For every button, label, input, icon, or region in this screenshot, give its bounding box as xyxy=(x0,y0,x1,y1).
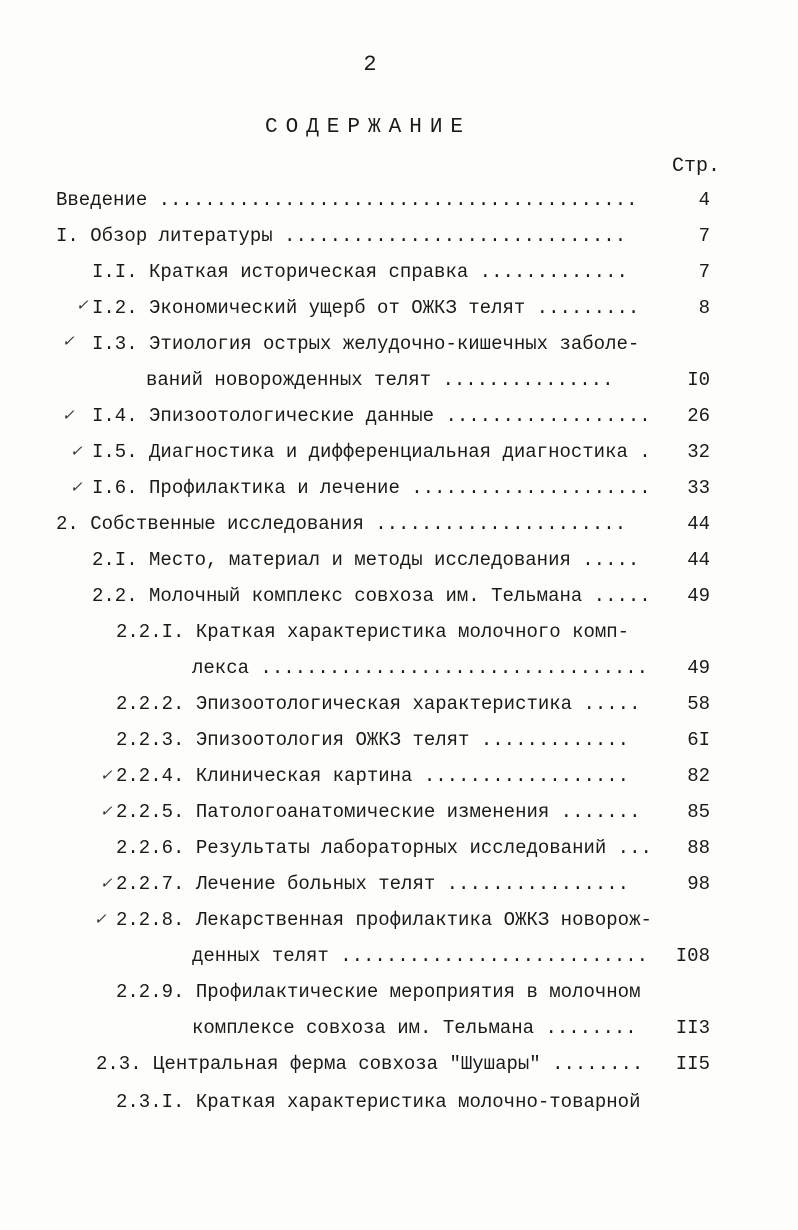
toc-page: 49 xyxy=(687,585,710,607)
toc-entry: 2.2. Молочный комплекс совхоза им. Тельмана ..... xyxy=(92,585,651,607)
toc-page: 6I xyxy=(687,729,710,751)
toc-page: 44 xyxy=(687,513,710,535)
toc-page: 58 xyxy=(687,693,710,715)
toc-page: 4 xyxy=(698,189,710,211)
toc-entry: 2.2.2. Эпизоотологическая характеристика ..... xyxy=(116,693,641,715)
toc-page: 82 xyxy=(687,765,710,787)
toc-entry: 2.3. Центральная ферма совхоза "Шушары" ........ xyxy=(96,1053,644,1075)
toc-page: 85 xyxy=(687,801,710,823)
toc-entry: 2.I. Место, материал и методы исследования ..... xyxy=(92,549,640,571)
toc-entry: лекса .................................. xyxy=(192,657,649,679)
toc-page: 33 xyxy=(687,477,710,499)
toc-entry: 2.2.4. Клиническая картина .................. xyxy=(116,765,630,787)
toc-entry: ваний новорожденных телят ............... xyxy=(146,369,614,391)
toc-page: 26 xyxy=(687,405,710,427)
toc-entry: I.3. Этиология острых желудочно-кишечных заболе- xyxy=(92,333,640,355)
toc-entry: 2.2.5. Патологоанатомические изменения ....... xyxy=(116,801,641,823)
page-number: 2 xyxy=(363,52,377,77)
toc-entry: 2.2.8. Лекарственная профилактика ОЖКЗ новорож- xyxy=(116,909,652,931)
margin-checkmark-icon: ✓ xyxy=(100,766,113,784)
margin-checkmark-icon: ✓ xyxy=(94,910,107,928)
toc-entry: 2.2.I. Краткая характеристика молочного комп- xyxy=(116,621,630,643)
toc-entry: 2.3.I. Краткая характеристика молочно-товарной xyxy=(116,1091,641,1113)
page-column-label: Стр. xyxy=(672,155,721,178)
toc-page: 8 xyxy=(698,297,710,319)
margin-checkmark-icon: ✓ xyxy=(100,802,113,820)
margin-checkmark-icon: ✓ xyxy=(70,442,83,460)
toc-page: I08 xyxy=(675,945,710,967)
toc-page: 44 xyxy=(687,549,710,571)
toc-page: 7 xyxy=(698,261,710,283)
toc-page: 88 xyxy=(687,837,710,859)
toc-entry: 2.2.9. Профилактические мероприятия в молочном xyxy=(116,981,641,1003)
toc-entry: 2. Собственные исследования ...................... xyxy=(56,513,627,535)
toc-entry: комплексе совхоза им. Тельмана ........ xyxy=(192,1017,637,1039)
toc-entry: I.2. Экономический ущерб от ОЖКЗ телят ......... xyxy=(92,297,640,319)
toc-entry: Введение .......................................... xyxy=(56,189,638,211)
margin-checkmark-icon: ✓ xyxy=(70,478,83,496)
page-title: СОДЕРЖАНИЕ xyxy=(265,116,472,139)
toc-entry: денных телят ........................... xyxy=(192,945,649,967)
margin-checkmark-icon: ✓ xyxy=(62,332,75,350)
toc-page: 7 xyxy=(698,225,710,247)
toc-entry: 2.2.3. Эпизоотология ОЖКЗ телят ............. xyxy=(116,729,630,751)
toc-entry: 2.2.6. Результаты лабораторных исследований ... xyxy=(116,837,652,859)
toc-entry: I. Обзор литературы .............................. xyxy=(56,225,627,247)
margin-checkmark-icon: ✓ xyxy=(62,406,75,424)
toc-page: II3 xyxy=(675,1017,710,1039)
toc-entry: I.I. Краткая историческая справка ............. xyxy=(92,261,628,283)
margin-checkmark-icon: ✓ xyxy=(100,874,113,892)
toc-page: 49 xyxy=(687,657,710,679)
margin-checkmark-icon: ✓ xyxy=(76,296,89,314)
toc-page: 98 xyxy=(687,873,710,895)
toc-page: I0 xyxy=(687,369,710,391)
toc-entry: I.6. Профилактика и лечение ..................... xyxy=(92,477,651,499)
toc-entry: 2.2.7. Лечение больных телят ................ xyxy=(116,873,630,895)
toc-page: 32 xyxy=(687,441,710,463)
toc-page: II5 xyxy=(675,1053,710,1075)
toc-entry: I.5. Диагностика и дифференциальная диагностика . xyxy=(92,441,651,463)
toc-entry: I.4. Эпизоотологические данные .................. xyxy=(92,405,651,427)
